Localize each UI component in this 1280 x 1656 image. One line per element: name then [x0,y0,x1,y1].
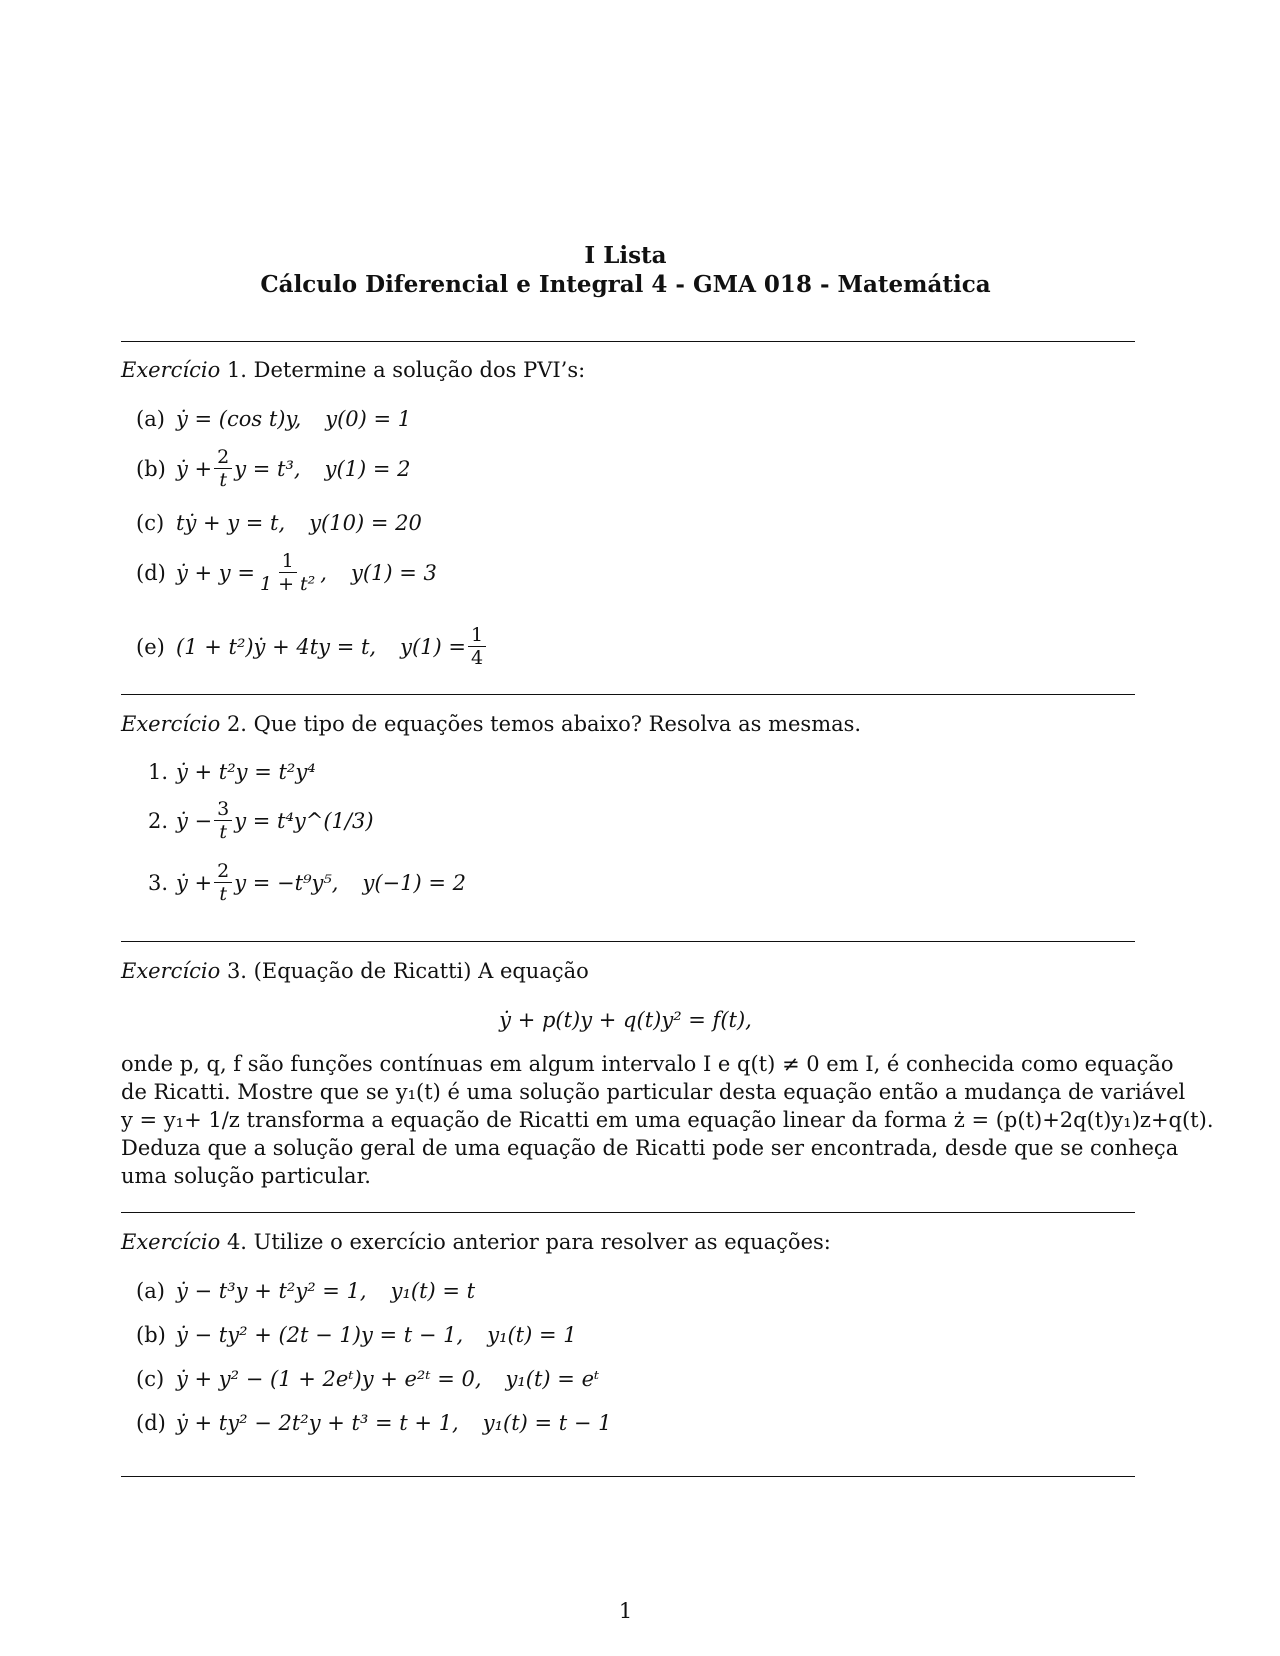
exercise-label: Exercício [121,959,221,983]
exercise-text: Determine a solução dos PVI’s: [253,358,586,382]
exercise-text: (Equação de Ricatti) A equação [253,959,589,983]
ex2-item-3: 3. ẏ + $\frac{2}{t}$ y = −t⁹y⁵, y(−1) = 2 [148,860,466,905]
ex1-item-c: (c) tẏ + y = t, y(10) = 20 [136,511,422,535]
divider [121,1476,1135,1477]
page-number: 1 [618,1599,633,1623]
ex4-item-a: (a) ẏ − t³y + t²y² = 1, y₁(t) = t [136,1279,476,1303]
exercise-number: 3. [226,959,247,983]
ex1-item-e: (e) (1 + t²)ẏ + 4ty = t, y(1) = $\frac{1}{4}$ [136,624,488,669]
ex2-item-2: 2. ẏ − $\frac{3}{t}$ y = t⁴y^(1/3) [148,798,374,843]
exercise-number: 4. [226,1230,247,1254]
exercise-text: Que tipo de equações temos abaixo? Resolva as mesmas. [253,712,862,736]
page-subtitle: Cálculo Diferencial e Integral 4 - GMA 018 - Matemática [260,271,991,298]
exercise-4-heading [121,1228,831,1256]
fraction: $\frac{1}{4}$ [468,624,486,669]
fraction: $\frac{2}{t}$ [214,446,232,491]
ricatti-equation: ẏ + p(t)y + q(t)y² = f(t), [499,1008,752,1032]
exercise-1-heading [121,356,585,384]
exercise-label: Exercício [121,712,221,736]
divider [121,941,1135,942]
fraction: $\frac{2}{t}$ [214,860,232,905]
divider [121,694,1135,695]
exercise-3-heading [121,957,589,985]
ex2-item-1: 1. ẏ + t²y = t²y⁴ [148,760,316,784]
exercise-number: 1. [226,358,247,382]
ex1-item-b: (b) ẏ + $\frac{2}{t}$ y = t³, y(1) = 2 [136,446,411,491]
ex1-item-a: (a) ẏ = (cos t)y, y(0) = 1 [136,407,412,431]
exercise-3-paragraph: onde p, q, f são funções contínuas em algum intervalo I e q(t) ≠ 0 em I, é conhecida como equação de Ricatti. Mostre que se y₁(t) é uma solução particular desta equação então a mudança de variável y = y₁+ 1/z transforma a equação de Ricatti em uma equação linear da forma ż = (p(t)+2q(t)y₁)z+q(t). Deduza que a solução geral de uma equação de Ricatti pode ser encontrada, desde que se conheça uma solução particular. [121,1052,1214,1188]
exercise-label: Exercício [121,1230,221,1254]
fraction: $\frac{1}{\text{1 + t²}}$ [259,550,316,595]
ex4-item-b: (b) ẏ − ty² + (2t − 1)y = t − 1, y₁(t) = 1 [136,1323,577,1347]
divider [121,1212,1135,1213]
page-title: I Lista [584,242,667,269]
exercise-text: Utilize o exercício anterior para resolver as equações: [253,1230,831,1254]
ex4-item-c: (c) ẏ + y² − (1 + 2eᵗ)y + e²ᵗ = 0, y₁(t) = eᵗ [136,1367,600,1391]
ex1-item-d: (d) ẏ + y = $\frac{1}{\text{1 + t²}}$ , y(1) = 3 [136,550,437,595]
exercise-label: Exercício [121,358,221,382]
ex4-item-d: (d) ẏ + ty² − 2t²y + t³ = t + 1, y₁(t) = t − 1 [136,1411,612,1435]
fraction: $\frac{3}{t}$ [214,798,232,843]
divider [121,341,1135,342]
exercise-number: 2. [226,712,247,736]
exercise-2-heading [121,710,861,738]
